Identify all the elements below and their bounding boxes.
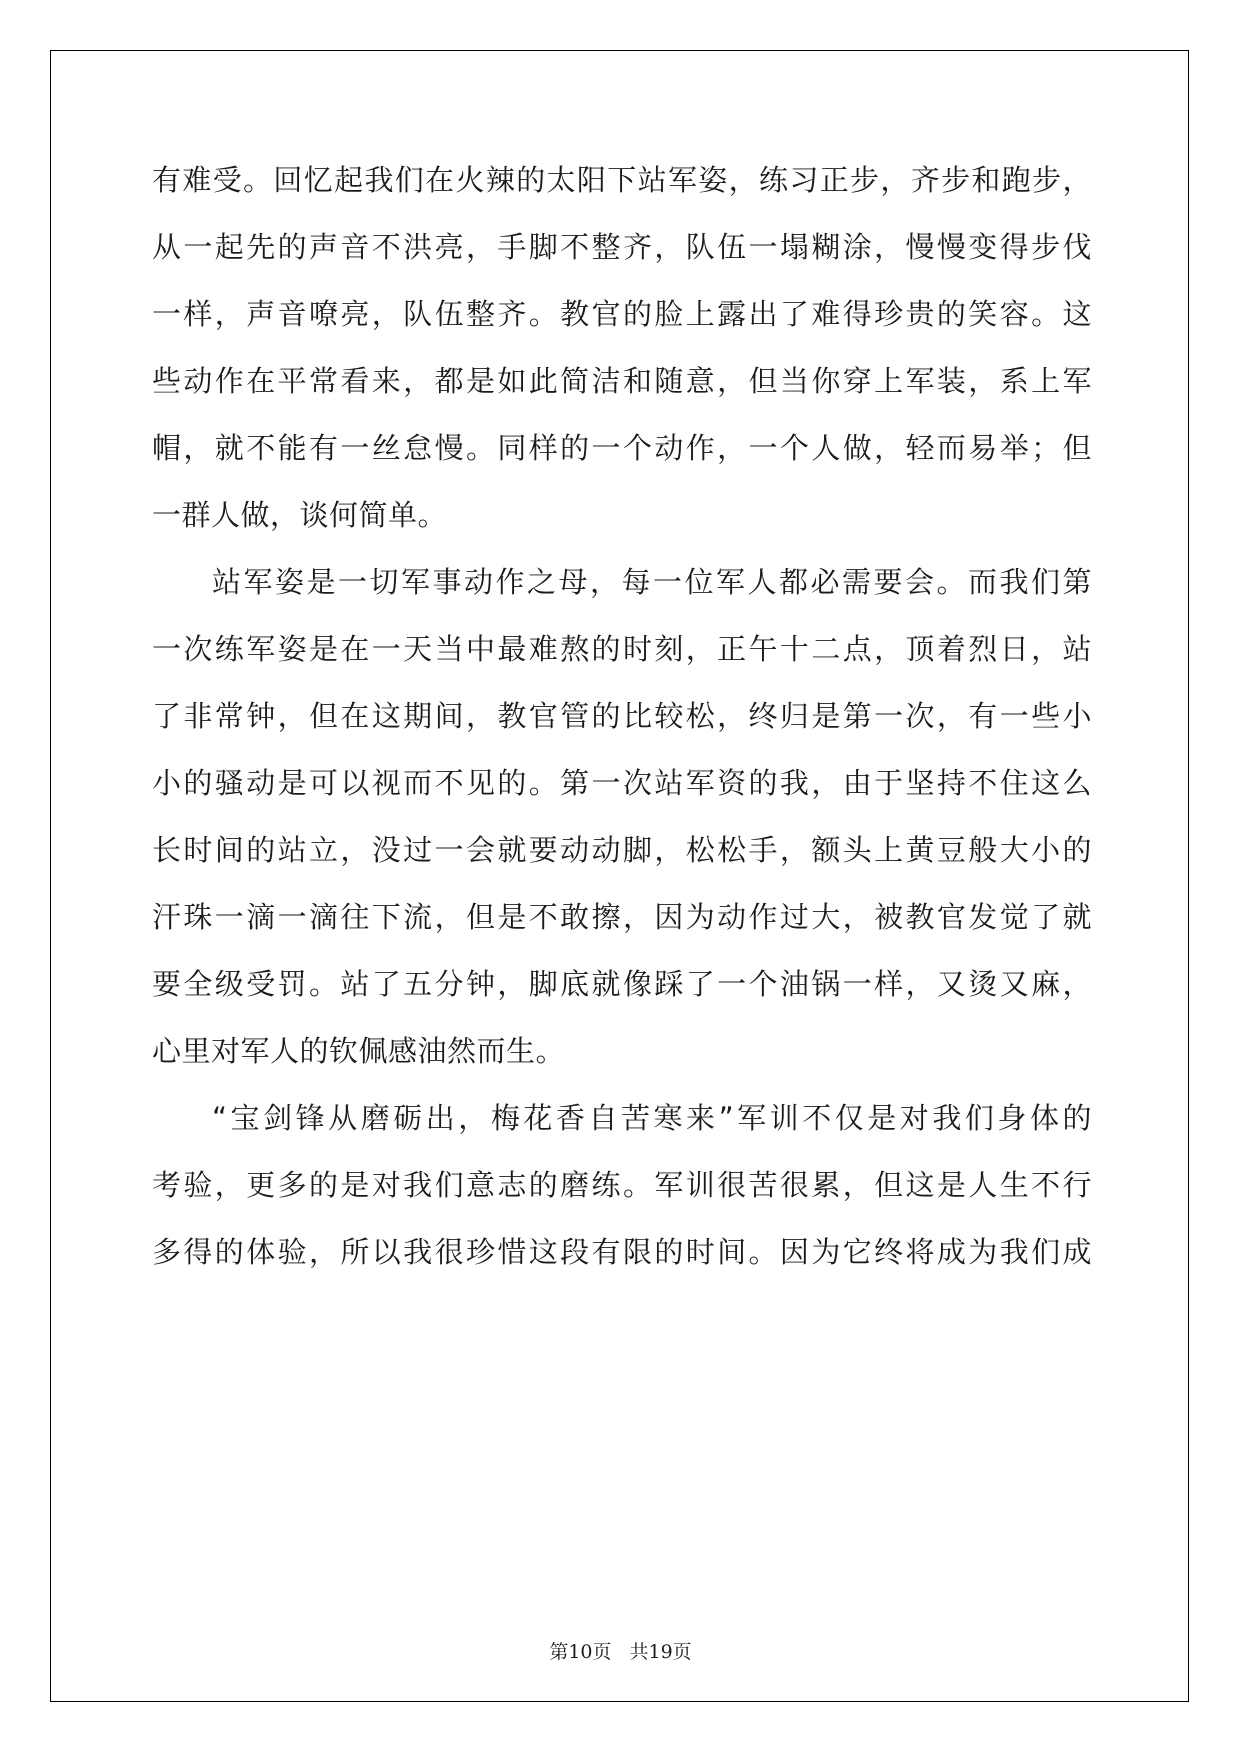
text-line: “宝剑锋从磨砺出，梅花香自苦寒来”军训不仅是对我们身体的 — [212, 1101, 1092, 1135]
text-line: 了非常钟，但在这期间，教官管的比较松，终归是第一次，有一些小 — [152, 699, 1092, 733]
text-line: 些动作在平常看来，都是如此简洁和随意，但当你穿上军装，系上军 — [152, 364, 1092, 398]
page-footer — [0, 1637, 1241, 1664]
text-line: 有难受。回忆起我们在火辣的太阳下站军姿，练习正步，齐步和跑步， — [152, 163, 1092, 197]
text-line: 考验，更多的是对我们意志的磨练。军训很苦很累，但这是人生不行 — [152, 1168, 1092, 1202]
text-line: 心里对军人的钦佩感油然而生。 — [152, 1034, 566, 1068]
text-line: 一群人做，谈何简单。 — [152, 498, 448, 532]
text-line: 要全级受罚。站了五分钟，脚底就像踩了一个油锅一样，又烫又麻， — [152, 967, 1092, 1001]
text-line: 帽，就不能有一丝怠慢。同样的一个动作，一个人做，轻而易举；但 — [152, 431, 1092, 465]
text-line: 站军姿是一切军事动作之母，每一位军人都必需要会。而我们第 — [212, 565, 1092, 599]
text-line: 一次练军姿是在一天当中最难熬的时刻，正午十二点，顶着烈日，站 — [152, 632, 1092, 666]
text-line: 长时间的站立，没过一会就要动动脚，松松手，额头上黄豆般大小的 — [152, 833, 1092, 867]
page-total: 共19页 — [629, 1641, 692, 1663]
text-line: 小的骚动是可以视而不见的。第一次站军资的我，由于坚持不住这么 — [152, 766, 1092, 800]
text-line: 多得的体验，所以我很珍惜这段有限的时间。因为它终将成为我们成 — [152, 1235, 1092, 1269]
text-line: 从一起先的声音不洪亮，手脚不整齐，队伍一塌糊涂，慢慢变得步伐 — [152, 230, 1092, 264]
text-line: 汗珠一滴一滴往下流，但是不敢擦，因为动作过大，被教官发觉了就 — [152, 900, 1092, 934]
page-number: 第10页 — [549, 1641, 612, 1663]
text-line: 一样，声音嘹亮，队伍整齐。教官的脸上露出了难得珍贵的笑容。这 — [152, 297, 1092, 331]
